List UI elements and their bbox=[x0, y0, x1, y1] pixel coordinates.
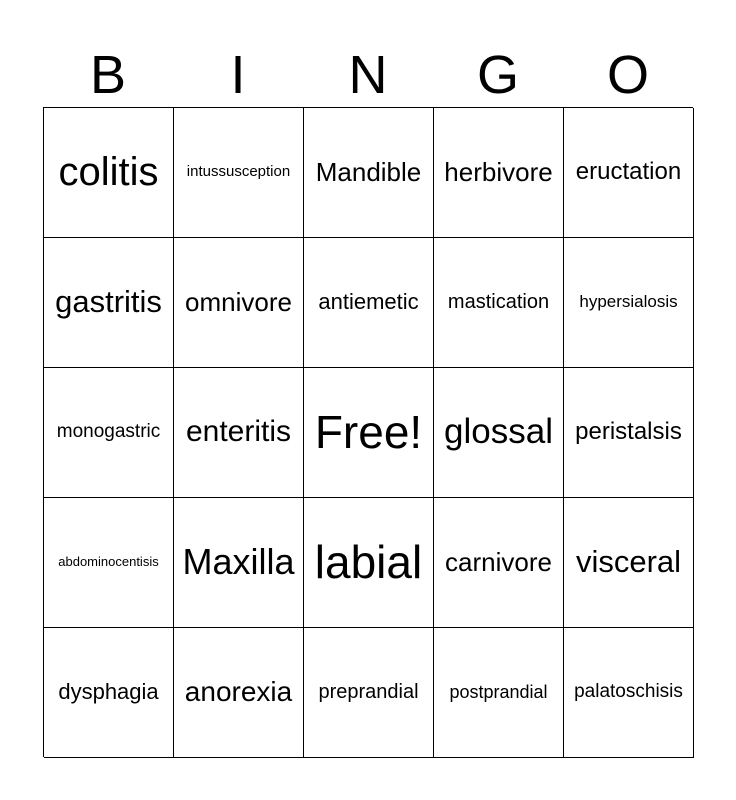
bingo-cell[interactable]: Mandible bbox=[304, 108, 434, 238]
bingo-cell[interactable]: gastritis bbox=[44, 238, 174, 368]
free-space-cell[interactable]: Free! bbox=[304, 368, 434, 498]
bingo-cell[interactable]: enteritis bbox=[174, 368, 304, 498]
bingo-cell[interactable]: omnivore bbox=[174, 238, 304, 368]
bingo-cell[interactable]: intussusception bbox=[174, 108, 304, 238]
header-letter-i: I bbox=[230, 45, 246, 105]
bingo-cell[interactable]: herbivore bbox=[434, 108, 564, 238]
bingo-cell[interactable]: visceral bbox=[564, 498, 694, 628]
bingo-cell[interactable]: carnivore bbox=[434, 498, 564, 628]
bingo-header bbox=[43, 44, 693, 106]
bingo-cell[interactable]: antiemetic bbox=[304, 238, 434, 368]
bingo-cell[interactable]: colitis bbox=[44, 108, 174, 238]
bingo-board bbox=[43, 107, 693, 757]
bingo-cell[interactable]: preprandial bbox=[304, 628, 434, 758]
bingo-cell[interactable]: eructation bbox=[564, 108, 694, 238]
bingo-cell[interactable]: monogastric bbox=[44, 368, 174, 498]
bingo-cell[interactable]: peristalsis bbox=[564, 368, 694, 498]
bingo-cell[interactable]: hypersialosis bbox=[564, 238, 694, 368]
bingo-cell[interactable]: dysphagia bbox=[44, 628, 174, 758]
bingo-cell[interactable]: mastication bbox=[434, 238, 564, 368]
bingo-cell[interactable]: labial bbox=[304, 498, 434, 628]
bingo-cell[interactable]: abdominocentisis bbox=[44, 498, 174, 628]
bingo-cell[interactable]: glossal bbox=[434, 368, 564, 498]
bingo-cell[interactable]: anorexia bbox=[174, 628, 304, 758]
bingo-cell[interactable]: palatoschisis bbox=[564, 628, 694, 758]
header-letter-g: G bbox=[476, 45, 519, 105]
header-letter-b: B bbox=[89, 45, 127, 105]
header-letter-n: N bbox=[348, 45, 388, 105]
bingo-cell[interactable]: postprandial bbox=[434, 628, 564, 758]
bingo-cell[interactable]: Maxilla bbox=[174, 498, 304, 628]
header-letter-o: O bbox=[606, 45, 649, 105]
